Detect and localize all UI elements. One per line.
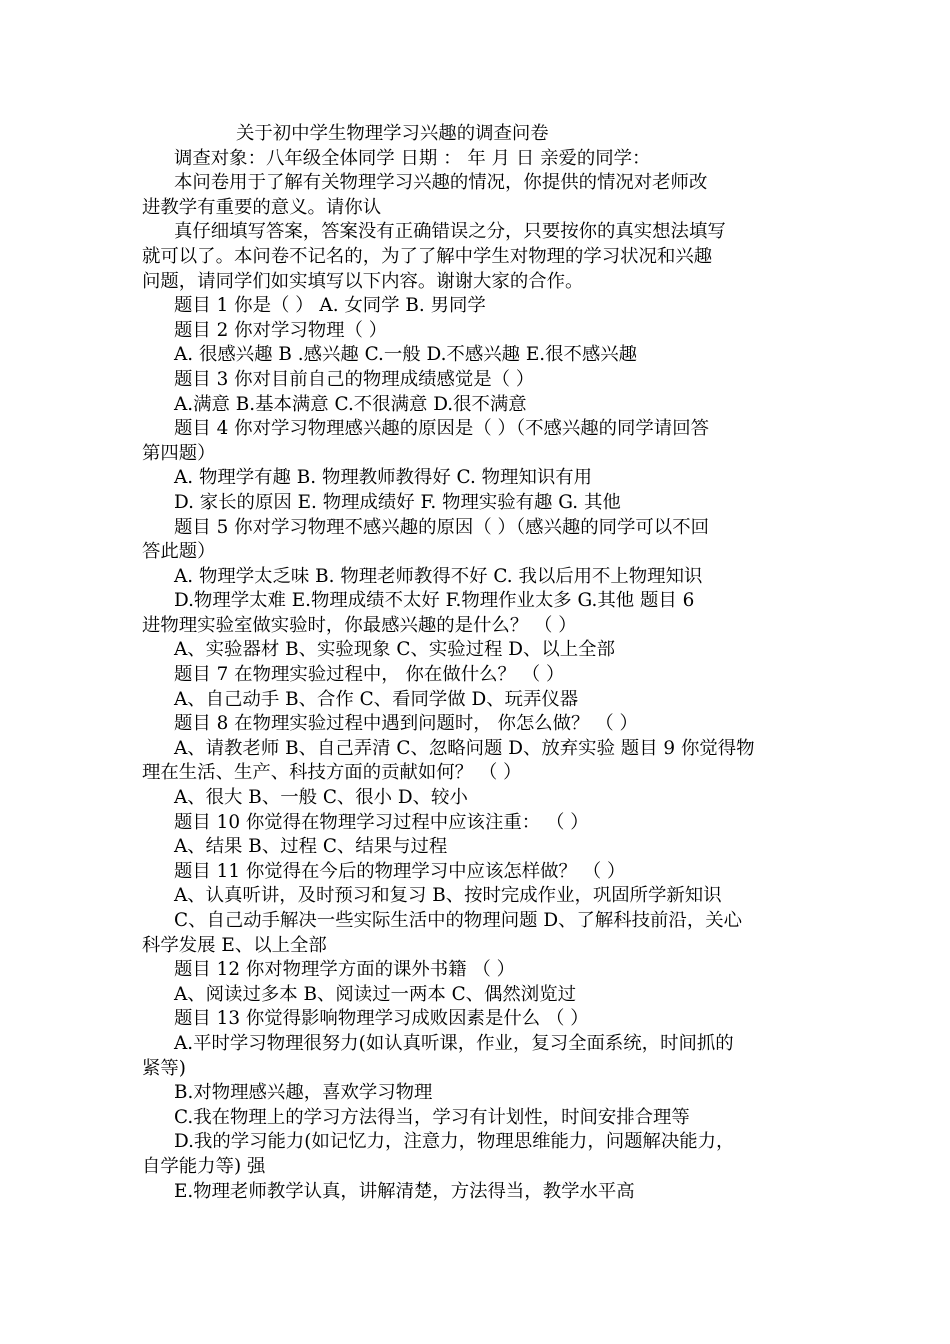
text-line: 进教学有重要的意义。请你认 <box>142 196 382 218</box>
text-line: 题目 4 你对学习物理感兴趣的原因是（ ）（不感兴趣的同学请回答 <box>174 418 709 440</box>
text-line: 题目 3 你对目前自己的物理成绩感觉是（ ） <box>174 368 535 390</box>
text-line: A. 物理学太乏味 B. 物理老师教得不好 C. 我以后用不上物理知识 <box>174 565 703 587</box>
text-line: 紧等) <box>142 1057 186 1079</box>
text-line: 题目 5 你对学习物理不感兴趣的原因（ ）（感兴趣的同学可以不回 <box>174 516 709 538</box>
text-line: A.满意 B.基本满意 C.不很满意 D.很不满意 <box>174 393 527 415</box>
text-line: A、请教老师 B、自己弄清 C、忽略问题 D、放弃实验 题目 9 你觉得物 <box>174 737 755 759</box>
text-line: D. 家长的原因 E. 物理成绩好 F. 物理实验有趣 G. 其他 <box>174 491 621 513</box>
text-line: A、结果 B、过程 C、结果与过程 <box>174 836 448 858</box>
text-line: 题目 11 你觉得在今后的物理学习中应该怎样做？ （ ） <box>174 860 626 882</box>
text-line: D.物理学太难 E.物理成绩不太好 F.物理作业太多 G.其他 题目 6 <box>174 590 695 612</box>
text-line: D.我的学习能力(如记忆力，注意力，物理思维能力，问题解决能力， <box>174 1131 735 1153</box>
text-line: A、阅读过多本 B、阅读过一两本 C、偶然浏览过 <box>174 983 576 1005</box>
text-line: 调查对象：八年级全体同学 日期 ： 年 月 日 亲爱的同学： <box>174 147 651 169</box>
text-line: A、自己动手 B、合作 C、看同学做 D、玩弄仪器 <box>174 688 579 710</box>
text-line: 进物理实验室做实验时，你最感兴趣的是什么？ （ ） <box>142 614 577 636</box>
text-line: 第四题） <box>142 442 216 464</box>
text-line: A.平时学习物理很努力(如认真听课，作业，复习全面系统，时间抓的 <box>174 1032 734 1054</box>
text-line: 题目 1 你是（ ） A. 女同学 B. 男同学 <box>174 295 486 317</box>
text-line: E.物理老师教学认真，讲解清楚，方法得当，教学水平高 <box>174 1180 635 1202</box>
text-line: 题目 12 你对物理学方面的课外书籍 （ ） <box>174 959 516 981</box>
text-line: A、实验器材 B、实验现象 C、实验过程 D、以上全部 <box>174 639 615 661</box>
text-line: 就可以了。本问卷不记名的，为了了解中学生对物理的学习状况和兴趣 <box>142 245 713 267</box>
text-line: 题目 2 你对学习物理（ ） <box>174 319 388 341</box>
text-line: 真仔细填写答案，答案没有正确错误之分，只要按你的真实想法填写 <box>174 221 726 243</box>
text-line: A. 物理学有趣 B. 物理教师教得好 C. 物理知识有用 <box>174 467 593 489</box>
text-line: B.对物理感兴趣，喜欢学习物理 <box>174 1082 433 1104</box>
text-line: 题目 10 你觉得在物理学习过程中应该注重： （ ） <box>174 811 589 833</box>
text-line: 理在生活、生产、科技方面的贡献如何？ （ ） <box>142 762 522 784</box>
text-line: 题目 7 在物理实验过程中， 你在做什么？ （ ） <box>174 664 565 686</box>
text-line: A、认真听讲，及时预习和复习 B、按时完成作业，巩固所学新知识 <box>174 885 722 907</box>
text-line: 题目 13 你觉得影响物理学习成败因素是什么 （ ） <box>174 1008 589 1030</box>
text-line: 科学发展 E、以上全部 <box>142 934 327 956</box>
document-title: 关于初中学生物理学习兴趣的调查问卷 <box>236 123 549 144</box>
text-line: 答此题） <box>142 541 216 563</box>
text-line: 问题，请同学们如实填写以下内容。谢谢大家的合作。 <box>142 270 584 292</box>
text-line: 本问卷用于了解有关物理学习兴趣的情况，你提供的情况对老师改 <box>174 172 708 194</box>
text-line: A. 很感兴趣 B .感兴趣 C.一般 D.不感兴趣 E.很不感兴趣 <box>174 344 638 366</box>
text-line: C、自己动手解决一些实际生活中的物理问题 D、了解科技前沿，关心 <box>174 910 742 931</box>
text-line: A、很大 B、一般 C、很小 D、较小 <box>174 787 468 809</box>
text-line: 题目 8 在物理实验过程中遇到问题时， 你怎么做？ （ ） <box>174 713 638 735</box>
text-line: C.我在物理上的学习方法得当，学习有计划性，时间安排合理等 <box>174 1106 690 1128</box>
text-line: 自学能力等) 强 <box>142 1155 266 1177</box>
document-body <box>142 122 812 1204</box>
